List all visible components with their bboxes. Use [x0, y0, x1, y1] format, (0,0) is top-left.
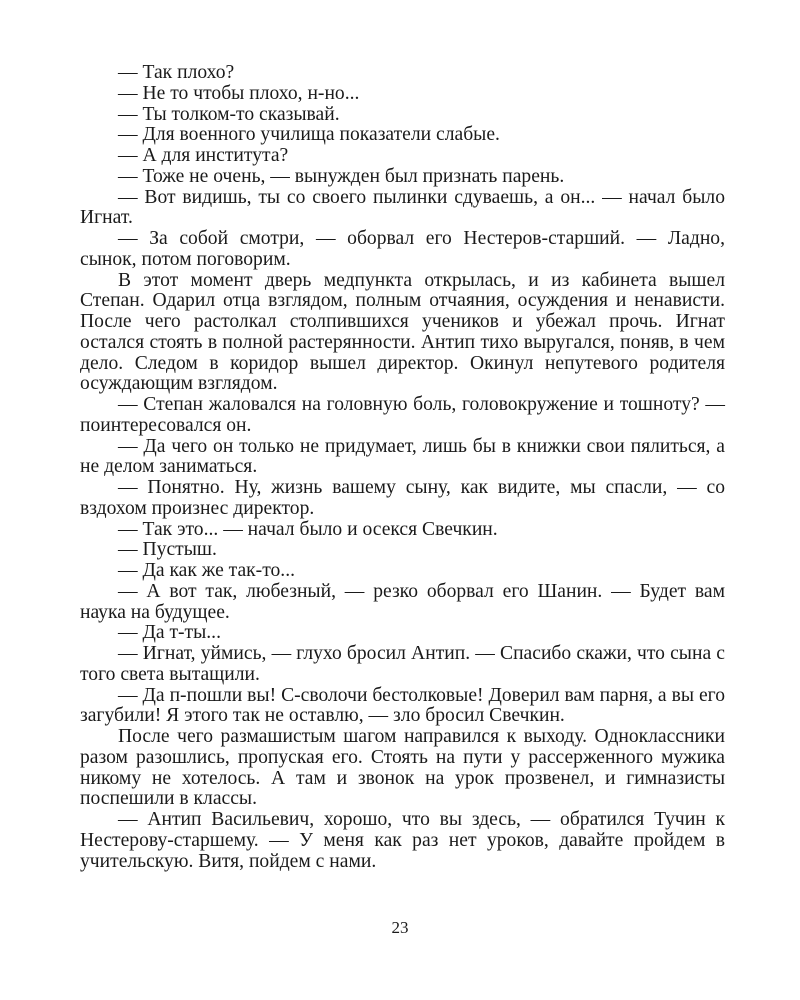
paragraph-4: — Для военного училища показатели слабые.	[118, 124, 500, 146]
paragraph-21: — Антип Васильевич, хорошо, что вы здесь, — обратился Тучин к Нестерову-старшему. — У меня как раз нет уроков, давайте пройдем в учительскую. Витя, пойдем с нами.	[80, 809, 725, 872]
page-number: 23	[391, 918, 409, 937]
paragraph-6: — Тоже не очень, — вынужден был признать парень.	[118, 165, 565, 187]
paragraph-11: — Да чего он только не придумает, лишь бы в книжки свои пялиться, а не делом заниматься.	[80, 435, 725, 478]
paragraph-5: — А для института?	[118, 145, 289, 166]
paragraph-7: — Вот видишь, ты со своего пылинки сдуваешь, а он... — начал было Игнат.	[80, 186, 725, 229]
paragraph-20: После чего размашистым шагом направился к выходу. Одноклассники разом разошлись, пропуская его. Стоять на пути у рассерженного мужика никому не хотелось. А там и звонок на урок прозвенел, и гимназисты поспешили в классы.	[80, 726, 725, 810]
paragraph-17: — Да т-ты...	[118, 622, 221, 644]
paragraph-18: — Игнат, уймись, — глухо бросил Антип. — Спасибо скажи, что сына с того света вытащили.	[80, 643, 725, 685]
paragraph-2: — Не то чтобы плохо, н-но...	[118, 82, 360, 104]
paragraph-14: — Пустыш.	[118, 539, 217, 561]
paragraph-13: — Так это... — начал было и осекся Свечкин.	[118, 518, 498, 540]
paragraph-10: — Степан жаловался на головную боль, головокружение и тошноту? — поинтересовался он.	[80, 394, 725, 436]
paragraph-1: — Так плохо?	[118, 62, 235, 83]
paragraph-16: — А вот так, любезный, — резко оборвал его Шанин. — Будет вам наука на будущее.	[80, 580, 725, 623]
page-body	[80, 63, 725, 872]
paragraph-8: — За собой смотри, — оборвал его Нестеров-старший. — Ладно, сынок, потом поговорим.	[80, 228, 725, 270]
paragraph-12: — Понятно. Ну, жизнь вашему сыну, как видите, мы спасли, — со вздохом произнес директор.	[80, 477, 725, 519]
paragraph-15: — Да как же так-то...	[118, 560, 296, 581]
paragraph-9: В этот момент дверь медпункта открылась, и из кабинета вышел Степан. Одарил отца взглядом, полным отчаяния, осуждения и ненависти. После чего растолкал столпившихся учеников и убежал прочь. Игнат остался стоять в полной растерянности. Антип тихо выругался, поняв, в чем дело. Следом в коридор вышел директор. Окинул непутевого родителя осуждающим взглядом.	[80, 269, 725, 395]
paragraph-3: — Ты толком-то сказывай.	[118, 103, 340, 125]
paragraph-19: — Да п-пошли вы! С-сволочи бестолковые! Доверил вам парня, а вы его загубили! Я этого так не оставлю, — зло бросил Свечкин.	[80, 684, 725, 727]
